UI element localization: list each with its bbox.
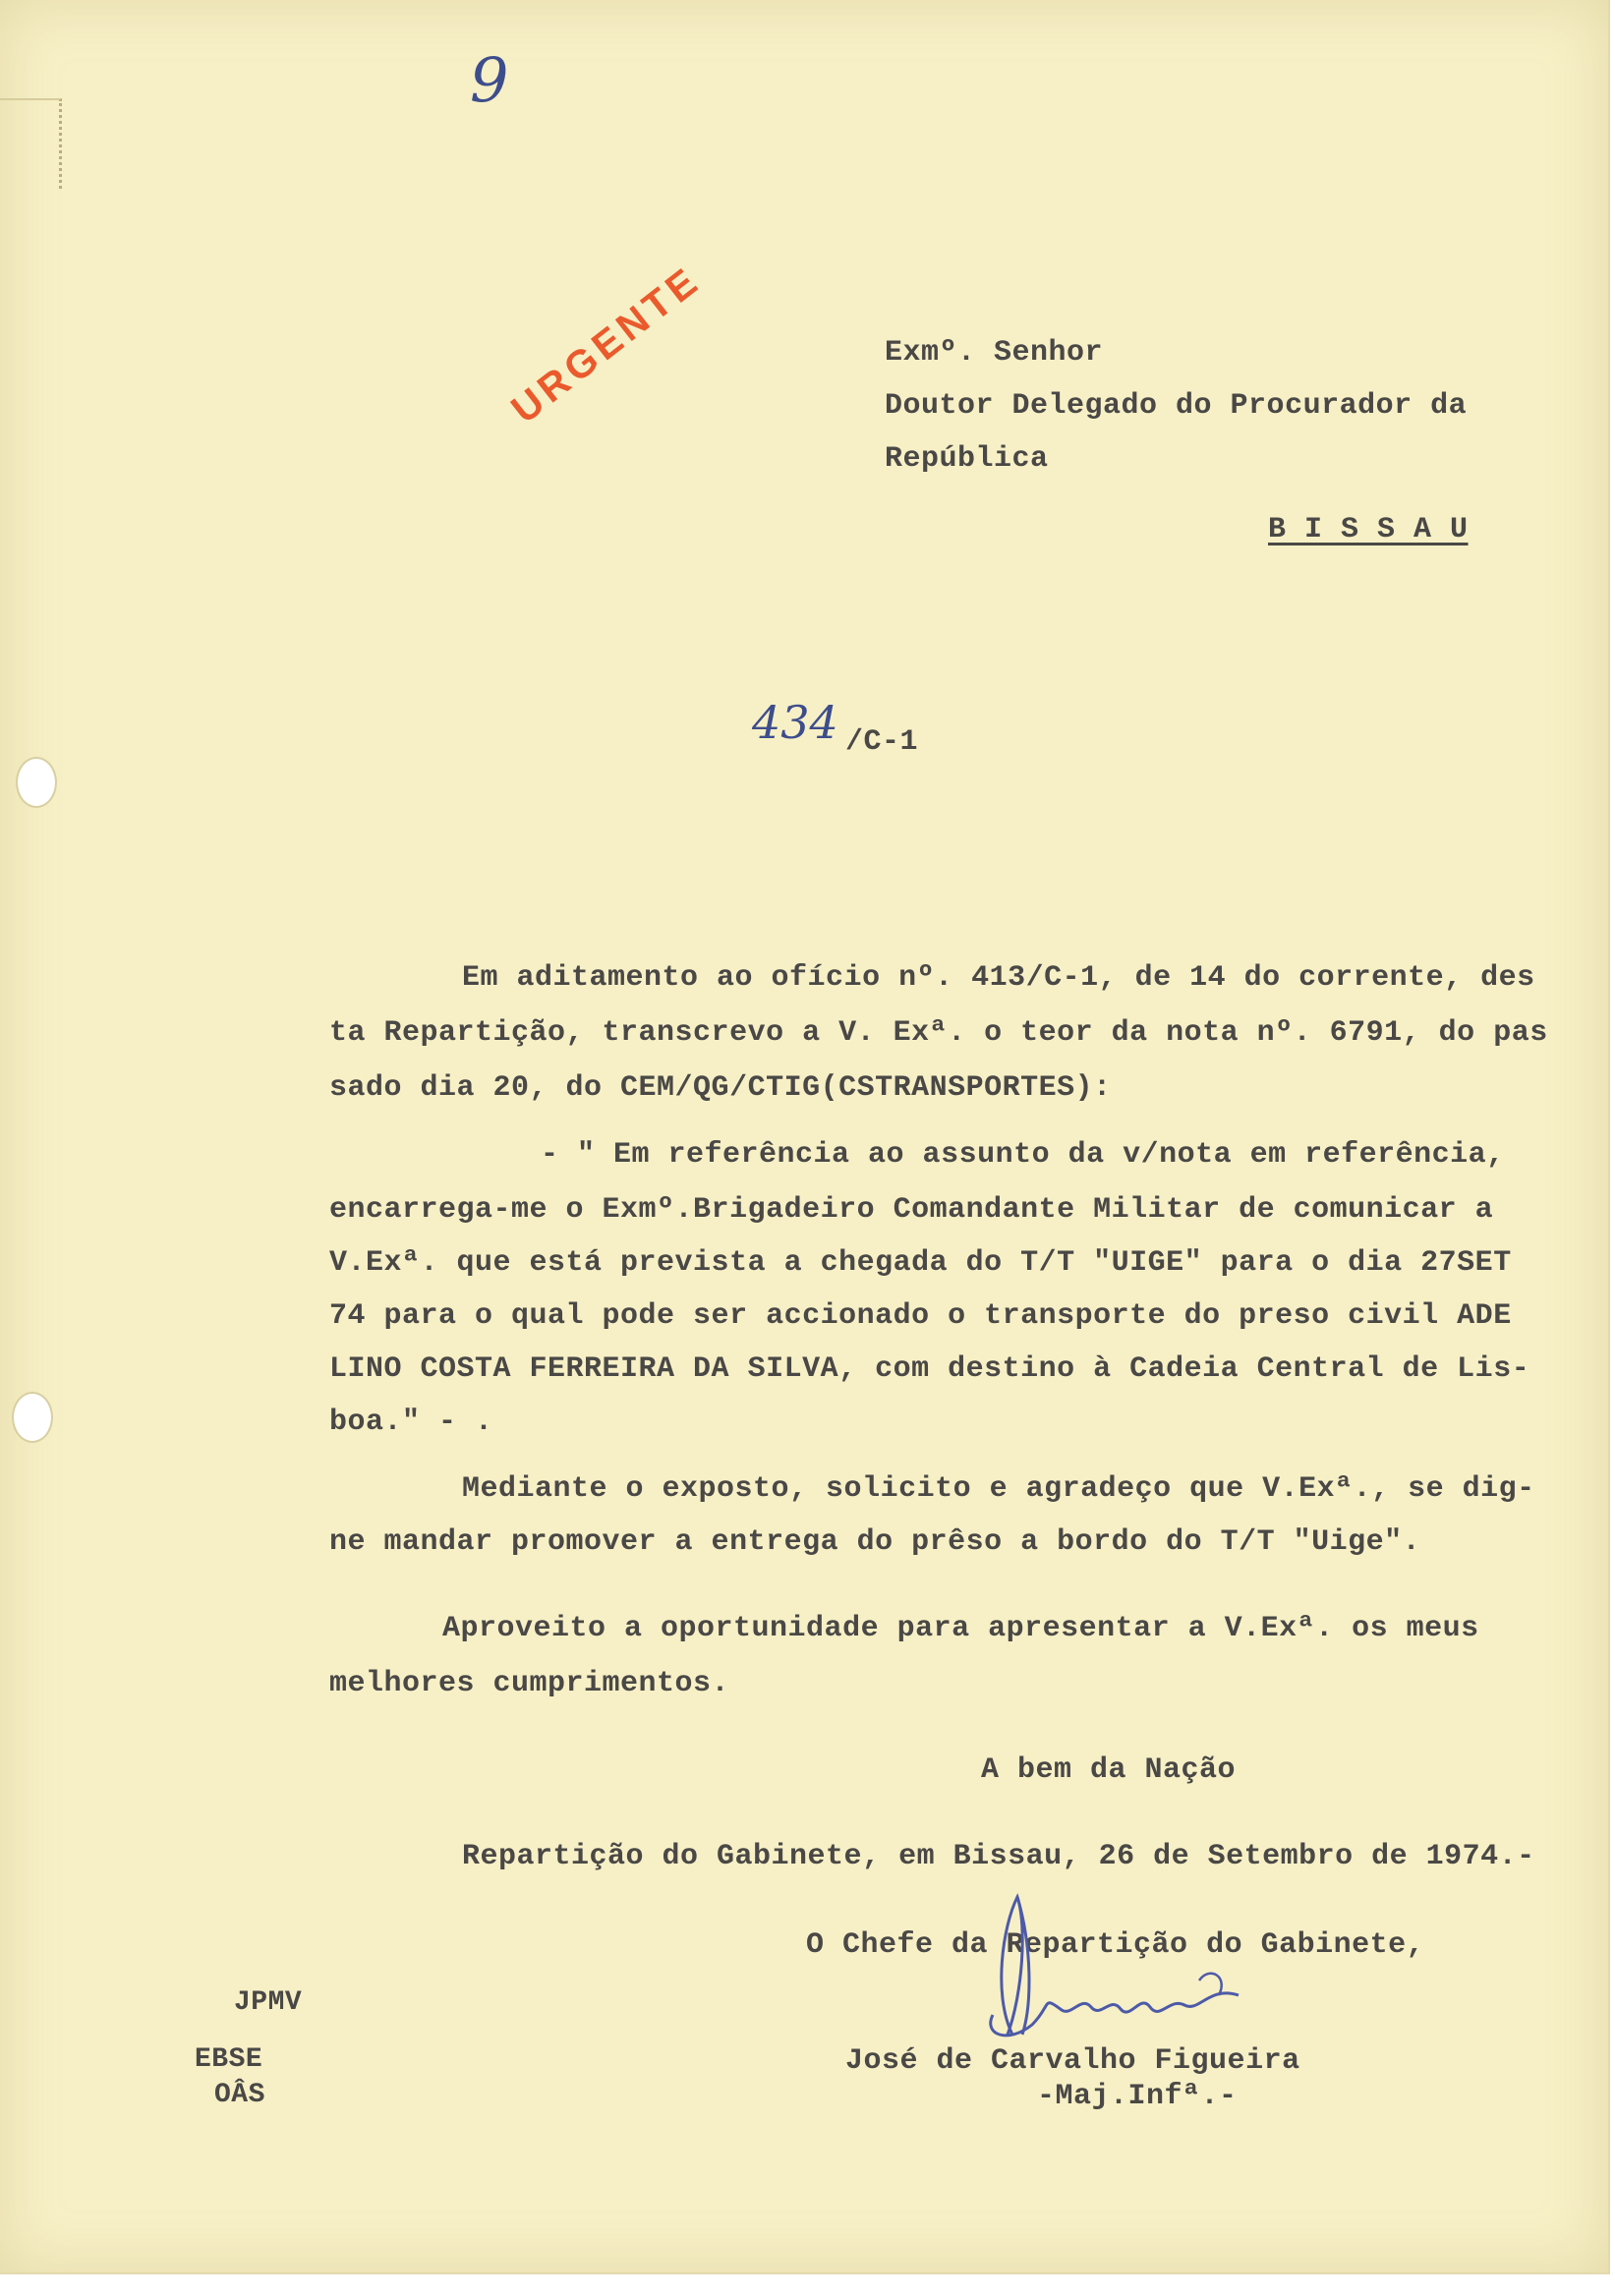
punch-hole-bottom	[14, 1394, 51, 1441]
body-p1-line-1: Em aditamento ao ofício nº. 413/C-1, de 14 do corrente, des	[462, 961, 1535, 995]
addressee-city: B I S S A U	[1268, 513, 1469, 546]
quote-line-3: V.Exª. que está prevista a chegada do T/T "UIGE" para o dia 27SET	[329, 1246, 1512, 1280]
body-p2-line-1: Mediante o exposto, solicito e agradeço que V.Exª., se dig-	[462, 1472, 1535, 1506]
handwritten-signature	[973, 1887, 1288, 2054]
signatory-name: José de Carvalho Figueira	[845, 2044, 1300, 2078]
body-p3-line-2: melhores cumprimentos.	[329, 1667, 730, 1700]
body-p1-line-3: sado dia 20, do CEM/QG/CTIG(CSTRANSPORTES):	[329, 1071, 1112, 1105]
addressee-line-1: Exmº. Senhor	[885, 336, 1104, 370]
urgente-stamp: URGENTE	[503, 258, 710, 432]
reference-suffix: /C-1	[845, 725, 919, 759]
body-p3-line-1: Aproveito a oportunidade para apresentar a V.Exª. os meus	[442, 1612, 1479, 1645]
initials-line-3: OÂS	[214, 2080, 265, 2110]
signatory-rank: -Maj.Infª.-	[1037, 2080, 1238, 2113]
typist-initials: JPMV	[234, 1987, 303, 2018]
addressee-line-2: Doutor Delegado do Procurador da	[885, 389, 1468, 423]
signatory-title: O Chefe da Repartição do Gabinete,	[806, 1928, 1425, 1962]
punch-hole-top	[18, 759, 55, 806]
closing-salutation: A bem da Nação	[981, 1753, 1237, 1787]
quote-line-1: - " Em referência ao assunto da v/nota em referência,	[541, 1138, 1505, 1172]
body-p1-line-2: ta Repartição, transcrevo a V. Exª. o teor da nota nº. 6791, do pas	[329, 1016, 1548, 1050]
quote-line-2: encarrega-me o Exmº.Brigadeiro Comandante Militar de comunicar a	[329, 1193, 1494, 1227]
body-p2-line-2: ne mandar promover a entrega do prêso a bordo do T/T "Uige".	[329, 1525, 1421, 1559]
page-number: 9	[470, 44, 509, 116]
reference-number: 434	[752, 696, 838, 749]
quote-line-5: LINO COSTA FERREIRA DA SILVA, com destino à Cadeia Central de Lis-	[329, 1352, 1530, 1386]
torn-edge	[0, 98, 62, 189]
initials-line-2: EBSE	[195, 2044, 263, 2075]
quote-line-4: 74 para o qual pode ser accionado o transporte do preso civil ADE	[329, 1299, 1512, 1333]
closing-place-date: Repartição do Gabinete, em Bissau, 26 de Setembro de 1974.-	[462, 1840, 1535, 1873]
addressee-line-3: República	[885, 442, 1049, 476]
quote-line-6: boa." - .	[329, 1406, 493, 1439]
